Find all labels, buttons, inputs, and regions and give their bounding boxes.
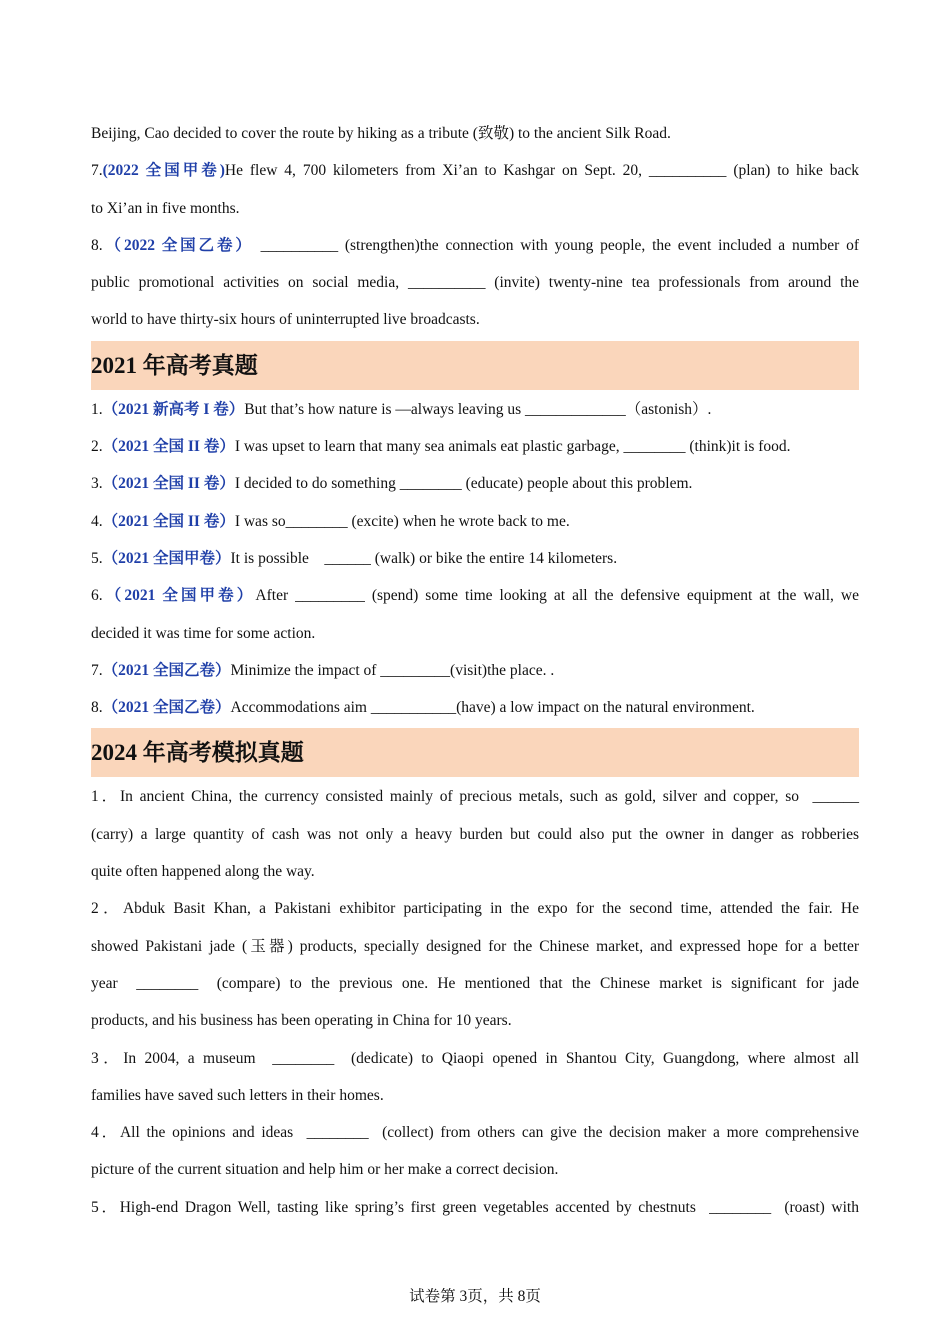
question-text: I was upset to learn that many sea animals eat plastic garbage, ________ (think)it is food. — [234, 438, 791, 456]
question-number: 2. — [91, 438, 103, 456]
question-number: 5. — [91, 549, 103, 567]
question-source: （2021 全国 II 卷） — [102, 475, 235, 493]
question-2021-6-line2: decided it was time for some action. — [91, 624, 316, 642]
question-number: 8. — [91, 699, 103, 717]
question-text: I was so________ (excite) when he wrote back to me. — [234, 512, 570, 530]
question-text: I decided to do something ________ (educate) people about this problem. — [234, 475, 693, 493]
question-source: （2021 全国 II 卷） — [102, 438, 235, 456]
question-text: It is possible ______ (walk) or bike the entire 14 kilometers. — [230, 549, 618, 567]
question-2024-2-line4: products, and his business has been operating in China for 10 years. — [91, 1012, 512, 1030]
exam-page — [91, 115, 859, 1226]
question-text: After _________ (spend) some time looking at all the defensive equipment at the wall, we — [255, 587, 859, 605]
question-source: （2021 全国 II 卷） — [102, 512, 235, 530]
question-2024-1-line2: (carry) a large quantity of cash was not only a heavy burden but could also put the owner in danger as robberies — [91, 825, 859, 843]
question-source: （2021 全国乙卷） — [102, 661, 231, 679]
question-text: Minimize the impact of _________(visit)the place. . — [230, 661, 555, 679]
question-text: He flew 4, 700 kilometers from Xi’an to Kashgar on Sept. 20, __________ (plan) to hike back — [224, 162, 860, 180]
question-source: (2022 全国甲卷) — [102, 162, 225, 180]
question-2024-2-line3: year ________ (compare) to the previous one. He mentioned that the Chinese market is significant for jade — [91, 974, 859, 992]
question-2021-4 — [91, 503, 859, 540]
question-2021-5 — [91, 540, 859, 577]
question-source: （2021 全国甲卷） — [102, 549, 231, 567]
question-text: __________ (strengthen)the connection with young people, the event included a number of — [260, 236, 860, 254]
question-2021-8 — [91, 689, 859, 726]
question-number: 3. — [91, 475, 103, 493]
question-number: 7. — [91, 661, 103, 679]
question-source: （2021 新高考 I 卷） — [102, 400, 245, 418]
section-heading-2021: 2021 年高考真题 — [91, 341, 859, 390]
question-text: Accommodations aim ___________(have) a low impact on the natural environment. — [230, 699, 755, 717]
question-2022-8-line1 — [91, 227, 859, 264]
question-2021-1 — [91, 391, 859, 428]
question-2021-6-line1 — [91, 577, 859, 614]
section-heading-2024: 2024 年高考模拟真题 — [91, 728, 859, 777]
page-footer: 试卷第 3页，共 8页 — [409, 1288, 541, 1305]
question-2024-5-line1: 5．High-end Dragon Well, tasting like spring’s first green vegetables accented by chestnuts ________ (roast) with — [91, 1198, 859, 1216]
question-2021-7 — [91, 652, 859, 689]
question-2024-2-line1: 2．Abduk Basit Khan, a Pakistani exhibitor participating in the expo for the second time, attended the fair. He — [91, 900, 859, 918]
question-2024-2-line2: showed Pakistani jade (玉器) products, specially designed for the Chinese market, and expressed hope for a better — [91, 937, 859, 955]
question-2024-4-line2: picture of the current situation and help him or her make a correct decision. — [91, 1161, 559, 1179]
question-2024-1-line3: quite often happened along the way. — [91, 863, 315, 881]
question-text: But that’s how nature is —always leaving us _____________（astonish）. — [244, 400, 712, 418]
question-2022-7-line2: to Xi’an in five months. — [91, 199, 240, 217]
question-2024-1-line1: 1．In ancient China, the currency consisted mainly of precious metals, such as gold, silver and copper, so ______ — [91, 788, 859, 806]
question-number: 6. — [91, 587, 103, 605]
question-2022-8-line2: public promotional activities on social media, __________ (invite) twenty-nine tea professionals from around the — [91, 274, 859, 292]
question-2024-4-line1: 4．All the opinions and ideas ________ (collect) from others can give the decision maker a more comprehensive — [91, 1124, 859, 1142]
question-source: （2021 全国甲卷） — [102, 587, 256, 605]
question-2024-3-line2: families have saved such letters in their homes. — [91, 1086, 384, 1104]
question-source: （2021 全国乙卷） — [102, 699, 231, 717]
question-number: 7. — [91, 162, 103, 180]
question-number: 1. — [91, 400, 103, 418]
question-number: 4. — [91, 512, 103, 530]
question-2022-7-line1 — [91, 152, 859, 189]
continuation-line: Beijing, Cao decided to cover the route by hiking as a tribute (致敬) to the ancient Silk Road. — [91, 125, 671, 142]
question-2024-3-line1: 3．In 2004, a museum ________ (dedicate) to Qiaopi opened in Shantou City, Guangdong, where almost all — [91, 1049, 859, 1067]
question-2022-8-line3: world to have thirty-six hours of uninterrupted live broadcasts. — [91, 311, 480, 329]
question-source: （2022 全国乙卷） — [102, 236, 254, 254]
question-number: 8. — [91, 236, 103, 254]
question-2021-2 — [91, 428, 859, 465]
question-2021-3 — [91, 465, 859, 502]
